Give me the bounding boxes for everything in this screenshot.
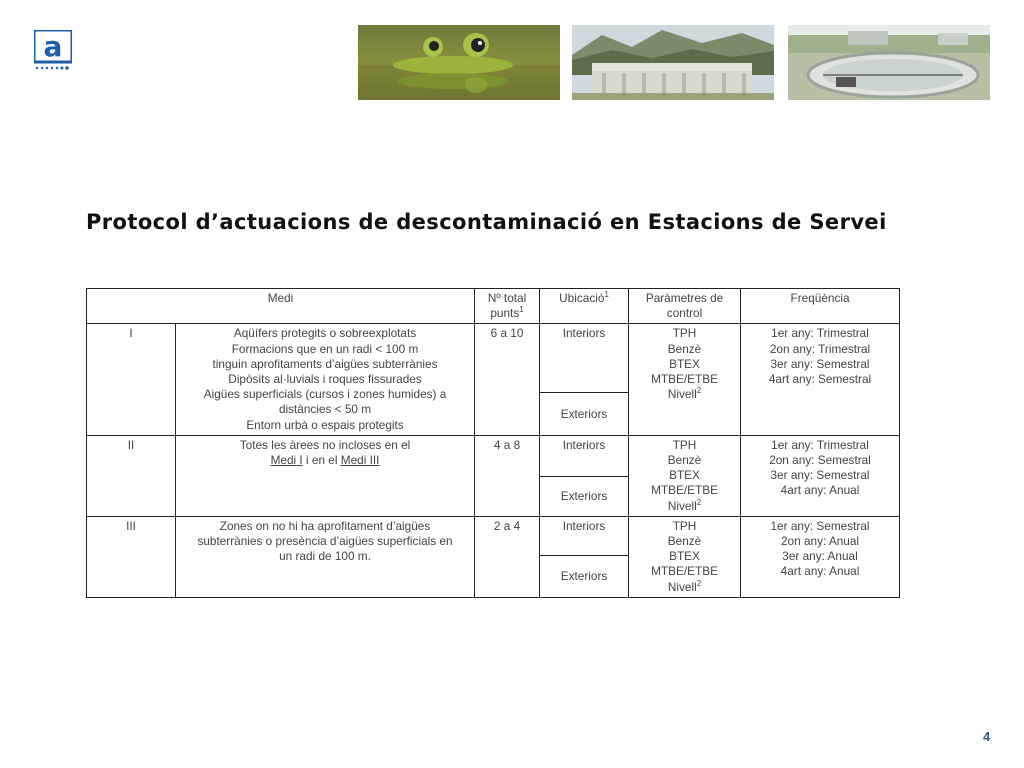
parameters-cell: TPH Benzè BTEX MTBE/ETBE Nivell$^2$ — [629, 435, 741, 516]
frequency-cell: 1er any: Semestral 2on any: Anual 3er any: Anual 4art any: Anual — [741, 516, 900, 597]
medi-description-cell: Aqüífers protegits o sobreexplotats Formacions que en un radi < 100 m tinguin aprofitaments d’aigües subterrànies Dipòsits al·luvials i roques fissurades Aigües superficials (cursos i zones humides) a distàncies < 50 m Entorn urbà o espais protegits — [176, 324, 475, 435]
protocol-table — [86, 288, 900, 598]
medi-id-cell: I — [87, 324, 176, 435]
location-exteriors-cell: Exteriors — [540, 555, 629, 597]
location-interiors-cell: Interiors — [540, 516, 629, 555]
frog-photo — [358, 25, 560, 100]
header-medi: Medi — [87, 289, 475, 324]
points-cell: 2 a 4 — [475, 516, 540, 597]
table-row-medi-i — [87, 324, 900, 393]
frequency-cell: 1er any: Trimestral 2on any: Semestral 3er any: Semestral 4art any: Anual — [741, 435, 900, 516]
page-number: 4 — [983, 729, 991, 744]
company-logo — [34, 30, 72, 72]
location-exteriors-cell: Exteriors — [540, 393, 629, 435]
frequency-cell: 1er any: Trimestral 2on any: Trimestral 3er any: Semestral 4art any: Semestral — [741, 324, 900, 435]
points-cell: 6 a 10 — [475, 324, 540, 435]
header-parameters: Paràmetres de control — [629, 289, 741, 324]
parameters-cell: TPH Benzè BTEX MTBE/ETBE Nivell$^2$ — [629, 516, 741, 597]
points-cell: 4 a 8 — [475, 435, 540, 516]
dam-photo — [572, 25, 774, 100]
table-header-row — [87, 289, 900, 324]
medi-i-link[interactable]: Medi I — [270, 453, 303, 468]
medi-description-cell: Zones on no hi ha aprofitament d’aigües subterrànies o presència d’aigües superficials en un radi de 100 m. — [176, 516, 475, 597]
location-exteriors-cell: Exteriors — [540, 476, 629, 516]
medi-id-cell: II — [87, 435, 176, 516]
medi-iii-link[interactable]: Medi III — [340, 453, 380, 468]
svg-text:a: a — [43, 30, 63, 63]
page-title: Protocol d’actuacions de descontaminació en Estacions de Servei — [86, 210, 887, 234]
parameters-cell: TPH Benzè BTEX MTBE/ETBE Nivell$^2$ — [629, 324, 741, 435]
treatment-plant-photo — [788, 25, 990, 100]
location-interiors-cell: Interiors — [540, 324, 629, 393]
table-row-medi-ii — [87, 435, 900, 476]
medi-id-cell: III — [87, 516, 176, 597]
location-interiors-cell: Interiors — [540, 435, 629, 476]
table-row-medi-iii — [87, 516, 900, 555]
header-location: Ubicació$^1$ — [540, 289, 629, 324]
medi-description-cell: Totes les àrees no incloses en el Medi I i en el Medi III — [176, 435, 475, 516]
header-total-points: Nº total punts$^1$ — [475, 289, 540, 324]
header-frequency: Freqüència — [741, 289, 900, 324]
